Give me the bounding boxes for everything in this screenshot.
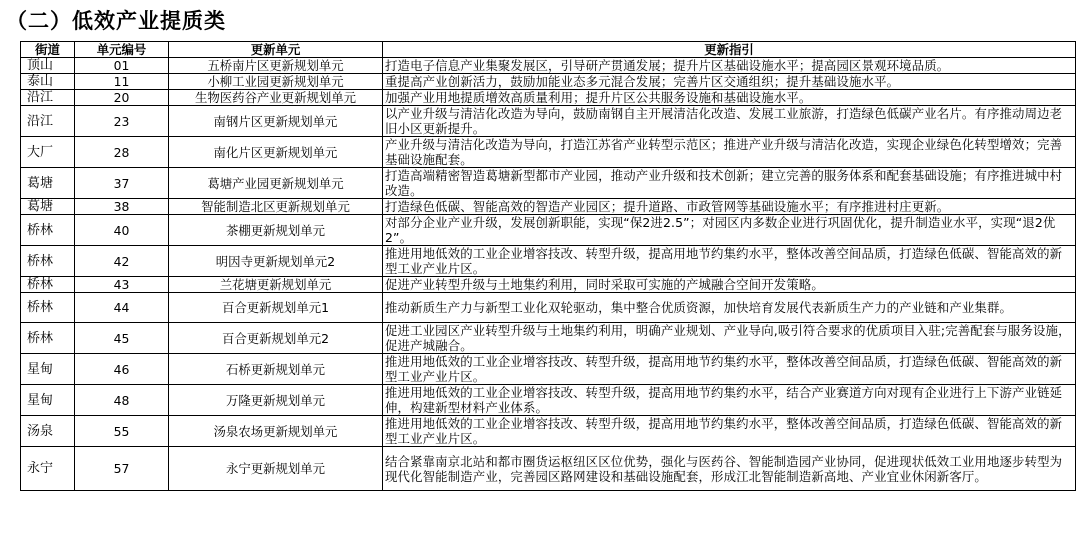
cell-street: 大厂: [21, 137, 75, 168]
cell-street: 葛塘: [21, 168, 75, 199]
cell-renewal-unit: 小柳工业园更新规划单元: [169, 74, 383, 90]
cell-street: 汤泉: [21, 416, 75, 447]
cell-street: 泰山: [21, 74, 75, 90]
cell-unit-number: 40: [75, 215, 169, 246]
cell-renewal-unit: 汤泉农场更新规划单元: [169, 416, 383, 447]
cell-unit-number: 44: [75, 293, 169, 323]
cell-renewal-guide: 推进用地低效的工业企业增容技改、转型升级，提高用地节约集约水平，整体改善空间品质，打造绿色低碳、智能高效的新型工业产业片区。: [383, 416, 1076, 447]
cell-renewal-unit: 兰花塘更新规划单元: [169, 277, 383, 293]
cell-renewal-unit: 百合更新规划单元2: [169, 323, 383, 354]
cell-unit-number: 43: [75, 277, 169, 293]
cell-unit-number: 23: [75, 106, 169, 137]
cell-renewal-guide: 打造绿色低碳、智能高效的智造产业园区；提升道路、市政管网等基础设施水平；有序推进村庄更新。: [383, 199, 1076, 215]
cell-unit-number: 45: [75, 323, 169, 354]
cell-renewal-unit: 永宁更新规划单元: [169, 447, 383, 491]
cell-renewal-unit: 五桥南片区更新规划单元: [169, 58, 383, 74]
table-row: [21, 447, 1076, 491]
cell-renewal-guide: 对部分企业产业升级，发展创新职能，实现“保2进2.5”；对园区内多数企业进行巩固优化，提升制造业水平，实现“退2优2”。: [383, 215, 1076, 246]
cell-renewal-unit: 万隆更新规划单元: [169, 385, 383, 416]
table-row: [21, 90, 1076, 106]
table-row: [21, 323, 1076, 354]
table-row: [21, 106, 1076, 137]
table-header-row: [21, 42, 1076, 58]
cell-unit-number: 42: [75, 246, 169, 277]
cell-street: 桥林: [21, 277, 75, 293]
cell-unit-number: 11: [75, 74, 169, 90]
header-renewal-unit: 更新单元: [169, 42, 383, 58]
cell-renewal-unit: 百合更新规划单元1: [169, 293, 383, 323]
cell-renewal-guide: 结合紧靠南京北站和都市圈货运枢纽区区位优势，强化与医药谷、智能制造园产业协同，促进现状低效工业用地逐步转型为现代化智能制造产业，完善园区路网建设和基础设施配套，形成江北智能制造新高地、产业宜业休闲新客厅。: [383, 447, 1076, 491]
renewal-table: [20, 41, 1076, 491]
cell-street: 桥林: [21, 293, 75, 323]
cell-renewal-guide: 推动新质生产力与新型工业化双轮驱动，集中整合优质资源，加快培育发展代表新质生产力的产业链和产业集群。: [383, 293, 1076, 323]
cell-street: 沿江: [21, 106, 75, 137]
cell-renewal-guide: 推进用地低效的工业企业增容技改、转型升级，提高用地节约集约水平，整体改善空间品质，打造绿色低碳、智能高效的新型工业产业片区。: [383, 354, 1076, 385]
cell-renewal-unit: 明因寺更新规划单元2: [169, 246, 383, 277]
cell-renewal-guide: 推进用地低效的工业企业增容技改、转型升级，提高用地节约集约水平，整体改善空间品质，打造绿色低碳、智能高效的新型工业产业片区。: [383, 246, 1076, 277]
cell-unit-number: 55: [75, 416, 169, 447]
cell-street: 桥林: [21, 215, 75, 246]
cell-renewal-unit: 南钢片区更新规划单元: [169, 106, 383, 137]
cell-renewal-unit: 茶棚更新规划单元: [169, 215, 383, 246]
table-row: [21, 137, 1076, 168]
cell-renewal-guide: 加强产业用地提质增效高质量利用；提升片区公共服务设施和基础设施水平。: [383, 90, 1076, 106]
cell-renewal-unit: 葛塘产业园更新规划单元: [169, 168, 383, 199]
cell-unit-number: 57: [75, 447, 169, 491]
renewal-table-container: [20, 41, 1075, 491]
table-row: [21, 168, 1076, 199]
header-street: 街道: [21, 42, 75, 58]
table-row: [21, 277, 1076, 293]
cell-street: 桥林: [21, 323, 75, 354]
cell-renewal-guide: 促进工业园区产业转型升级与土地集约利用，明确产业规划、产业导向,吸引符合要求的优质项目入驻;完善配套与服务设施，促进产城融合。: [383, 323, 1076, 354]
cell-unit-number: 20: [75, 90, 169, 106]
cell-street: 星甸: [21, 354, 75, 385]
cell-renewal-unit: 南化片区更新规划单元: [169, 137, 383, 168]
header-unit-number: 单元编号: [75, 42, 169, 58]
cell-renewal-guide: 重提高产业创新活力，鼓励加能业态多元混合发展；完善片区交通组织；提升基础设施水平。: [383, 74, 1076, 90]
table-row: [21, 74, 1076, 90]
header-renewal-guide: 更新指引: [383, 42, 1076, 58]
cell-street: 桥林: [21, 246, 75, 277]
table-row: [21, 293, 1076, 323]
cell-renewal-guide: 推进用地低效的工业企业增容技改、转型升级，提高用地节约集约水平，结合产业赛道方向对现有企业进行上下游产业链延伸，构建新型材料产业体系。: [383, 385, 1076, 416]
cell-unit-number: 37: [75, 168, 169, 199]
cell-street: 永宁: [21, 447, 75, 491]
cell-street: 沿江: [21, 90, 75, 106]
cell-renewal-guide: 打造电子信息产业集聚发展区，引导研产贯通发展；提升片区基础设施水平；提高园区景观环境品质。: [383, 58, 1076, 74]
cell-renewal-guide: 产业升级与清洁化改造为导向，打造江苏省产业转型示范区；推进产业升级与清洁化改造，实现企业绿色化转型增效；完善基础设施配套。: [383, 137, 1076, 168]
cell-street: 葛塘: [21, 199, 75, 215]
table-row: [21, 58, 1076, 74]
cell-unit-number: 38: [75, 199, 169, 215]
cell-unit-number: 01: [75, 58, 169, 74]
table-row: [21, 199, 1076, 215]
cell-unit-number: 48: [75, 385, 169, 416]
cell-renewal-unit: 智能制造北区更新规划单元: [169, 199, 383, 215]
cell-renewal-guide: 促进产业转型升级与土地集约利用，同时采取可实施的产城融合空间开发策略。: [383, 277, 1076, 293]
table-body: [21, 58, 1076, 491]
cell-street: 星甸: [21, 385, 75, 416]
section-title: （二）低效产业提质类: [6, 9, 226, 33]
cell-renewal-unit: 石桥更新规划单元: [169, 354, 383, 385]
table-row: [21, 416, 1076, 447]
cell-renewal-unit: 生物医药谷产业更新规划单元: [169, 90, 383, 106]
cell-unit-number: 46: [75, 354, 169, 385]
cell-street: 顶山: [21, 58, 75, 74]
table-row: [21, 385, 1076, 416]
table-row: [21, 215, 1076, 246]
cell-unit-number: 28: [75, 137, 169, 168]
cell-renewal-guide: 以产业升级与清洁化改造为导向，鼓励南钢自主开展清洁化改造、发展工业旅游，打造绿色低碳产业名片。有序推动周边老旧小区更新提升。: [383, 106, 1076, 137]
cell-renewal-guide: 打造高端精密智造葛塘新型都市产业园，推动产业升级和技术创新；建立完善的服务体系和配套基础设施；有序推进城中村改造。: [383, 168, 1076, 199]
table-row: [21, 246, 1076, 277]
table-row: [21, 354, 1076, 385]
